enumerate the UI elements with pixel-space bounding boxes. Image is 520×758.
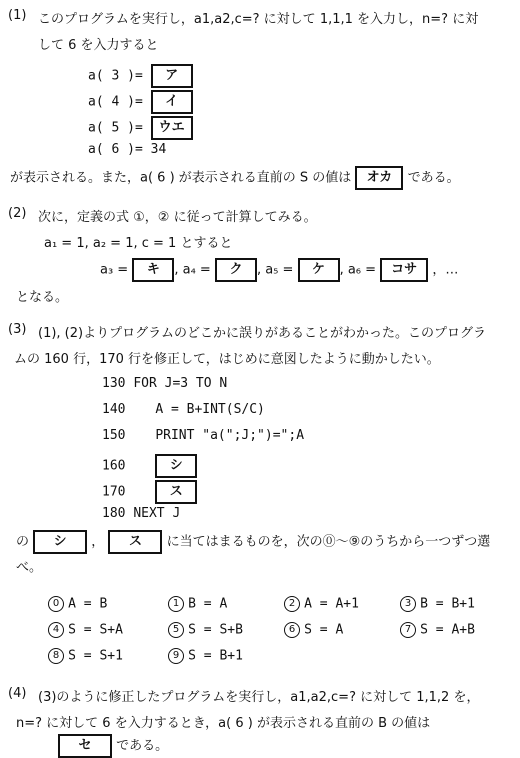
choice-number: 6 <box>284 622 300 638</box>
choice-8 <box>48 648 123 664</box>
q1-row-label: a( 4 )= <box>88 94 143 110</box>
choice-4 <box>48 622 123 638</box>
choice-text: S = B+1 <box>188 648 243 664</box>
choice-text: S = S+A <box>68 622 123 638</box>
q1-tail-end: である。 <box>407 170 460 186</box>
eq-label: a₄ = <box>182 262 211 278</box>
q1-row-label: a( 3 )= <box>88 68 143 84</box>
choice-text: A = B <box>68 596 108 612</box>
choice-5 <box>168 622 243 638</box>
code-line-number: 180 <box>102 506 126 521</box>
answer-box-ke: ケ <box>298 258 340 282</box>
q4-line2: n=? に対して 6 を入力するとき，a( 6 ) が表示される直前の B の値は <box>16 716 431 731</box>
choice-1 <box>168 596 227 612</box>
code-text: NEXT J <box>133 506 181 521</box>
choice-number: 2 <box>284 596 300 612</box>
q3-select-comma: ， <box>91 534 105 550</box>
q4-tail <box>58 734 168 758</box>
choice-text: S = S+1 <box>68 648 123 664</box>
choice-text: A = A+1 <box>304 596 359 612</box>
q4-number: (4) <box>8 686 27 701</box>
q1-number: (1) <box>8 8 27 23</box>
q1-tail-text: が表示される。また，a( 6 ) が表示される直前の S の値は <box>10 170 352 186</box>
code-line-130 <box>102 376 227 391</box>
q3-select-text: の <box>16 534 30 550</box>
code-line-150 <box>102 428 304 443</box>
choice-number: 4 <box>48 622 64 638</box>
q4-tail-text: である。 <box>116 738 169 754</box>
answer-box-su-ref: ス <box>108 530 162 554</box>
q4-line1: (3)のように修正したプログラムを実行し，a1,a2,c=? に対して 1,1,2 を， <box>38 690 480 705</box>
q3-number: (3) <box>8 322 27 337</box>
q3-select-end: べ。 <box>16 560 43 575</box>
code-line-number: 140 <box>102 402 126 417</box>
answer-box-a: ア <box>151 64 193 88</box>
choice-text: S = A <box>304 622 344 638</box>
q2-equations: a₃ = キ , a₄ = ク , a₅ = ケ , a₆ = コサ ，… <box>100 258 458 282</box>
code-text: PRINT "a(";J;")=";A <box>155 428 305 443</box>
answer-box-oka: オカ <box>355 166 403 190</box>
code-line-number: 150 <box>102 428 126 443</box>
code-line-number: 170 <box>102 484 126 500</box>
code-line-170 <box>102 480 197 504</box>
choice-text: S = A+B <box>420 622 475 638</box>
q2-line3: となる。 <box>16 290 69 305</box>
answer-box-i: イ <box>151 90 193 114</box>
choice-number: 1 <box>168 596 184 612</box>
choice-9 <box>168 648 243 664</box>
choice-3 <box>400 596 475 612</box>
code-text: A = B+INT(S/C) <box>155 402 265 417</box>
choice-number: 9 <box>168 648 184 664</box>
choice-text: B = B+1 <box>420 596 475 612</box>
q3-select-text2: に当てはまるものを，次の⓪～⑨のうちから一つずつ選 <box>166 534 491 550</box>
q2-line2: a₁ = 1, a₂ = 1, c = 1 とすると <box>44 236 233 251</box>
code-line-140 <box>102 402 265 417</box>
q1-line1: このプログラムを実行し，a1,a2,c=? に対して 1,1,1 を入力し，n=? に対 <box>38 12 479 27</box>
choice-0 <box>48 596 107 612</box>
choice-number: 5 <box>168 622 184 638</box>
choice-6 <box>284 622 343 638</box>
answer-box-kosa: コサ <box>380 258 428 282</box>
q2-line1: 次に，定義の式 ①，② に従って計算してみる。 <box>38 210 317 225</box>
q1-line2: して 6 を入力すると <box>38 38 159 53</box>
answer-box-ue: ウエ <box>151 116 193 140</box>
eq-label: a₆ = <box>347 262 377 278</box>
answer-box-ku: ク <box>215 258 257 282</box>
q1-row-a6: a( 6 )= 34 <box>88 142 167 157</box>
answer-box-shi-ref: シ <box>33 530 87 554</box>
choice-number: 3 <box>400 596 416 612</box>
answer-box-shi: シ <box>155 454 197 478</box>
q2-number: (2) <box>8 206 27 221</box>
choice-text: S = S+B <box>188 622 243 638</box>
choice-2 <box>284 596 359 612</box>
choice-text: B = A <box>188 596 228 612</box>
choice-number: 0 <box>48 596 64 612</box>
q3-select <box>16 530 490 554</box>
code-line-160 <box>102 454 197 478</box>
q1-row-label: a( 5 )= <box>88 120 143 136</box>
q1-row-a4 <box>88 90 193 114</box>
answer-box-su: ス <box>155 480 197 504</box>
choice-number: 8 <box>48 648 64 664</box>
q1-row-a5 <box>88 116 193 140</box>
code-line-number: 130 <box>102 376 126 391</box>
q1-row-a3 <box>88 64 193 88</box>
code-text: FOR J=3 TO N <box>133 376 228 391</box>
choice-number: 7 <box>400 622 416 638</box>
code-line-number: 160 <box>102 458 126 474</box>
q3-line2: ムの 160 行，170 行を修正して，はじめに意図したように動かしたい。 <box>14 352 440 367</box>
q1-tail <box>10 166 460 190</box>
eq-label: a₅ = <box>265 262 294 278</box>
eq-label: a₃ = <box>100 262 129 278</box>
code-line-180 <box>102 506 180 521</box>
q3-line1: (1), (2)よりプログラムのどこかに誤りがあることがわかった。このプログラ <box>38 326 486 341</box>
answer-box-se: セ <box>58 734 112 758</box>
answer-box-ki: キ <box>132 258 174 282</box>
choice-7 <box>400 622 475 638</box>
eq-ellipsis: ，… <box>432 262 459 278</box>
